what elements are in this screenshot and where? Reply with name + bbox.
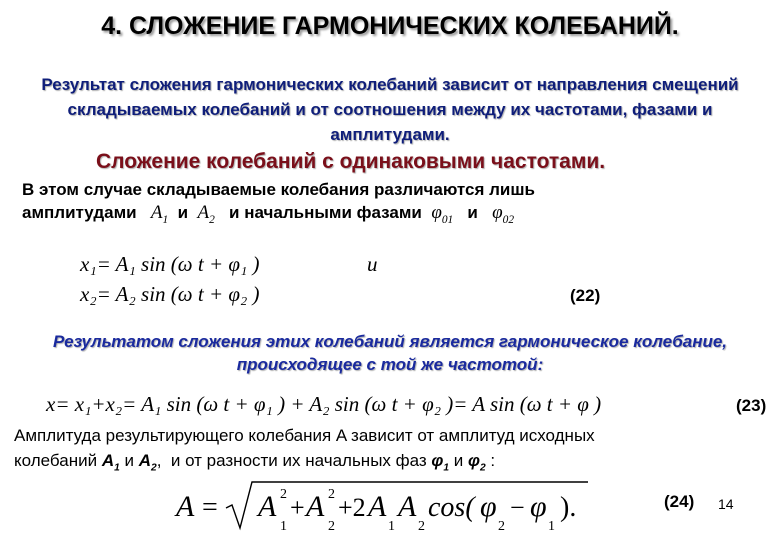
svg-text:).: ).: [560, 492, 577, 523]
svg-text:−: −: [510, 493, 525, 522]
page-number: 14: [718, 496, 734, 512]
case-line-1: В этом случае складываемые колебания различаются лишь: [22, 180, 536, 199]
page-title: 4. СЛОЖЕНИЕ ГАРМОНИЧЕСКИХ КОЛЕБАНИЙ.: [101, 12, 679, 40]
case-line-2: амплитудами $A_1$ и $A_2$ и начальными фазами $\varphi_{01}$ и $\varphi_{02}$: [22, 202, 515, 226]
amplitude-prefix: колебаний: [14, 451, 98, 470]
equation-x1: x₁= A₁ sin (ω t + φ₁ ): [80, 252, 260, 276]
equation-number-22: (22): [570, 286, 601, 305]
svg-text:1: 1: [388, 519, 395, 534]
svg-text:φ: φ: [530, 490, 547, 523]
case-and-2: и: [467, 203, 478, 222]
equation-conjunction: и: [367, 252, 378, 276]
svg-text:2: 2: [418, 519, 425, 534]
svg-text:2: 2: [328, 519, 335, 534]
case-amplitudes-label: амплитудами: [22, 203, 137, 222]
svg-text:A: A: [306, 490, 325, 523]
amplitude-mid: и от разности их начальных фаз: [170, 451, 427, 470]
svg-text:φ: φ: [480, 490, 497, 523]
svg-text:A: A: [398, 490, 417, 523]
svg-text:A: A: [368, 490, 387, 523]
sum-equation: x= x₁+x₂= A₁ sin (ω t + φ₁ ) + A₂ sin (ω t + φ₂ )= A sin (ω t + φ ): [46, 392, 602, 416]
amplitude-and-2: и: [453, 451, 464, 470]
equation-x2: x₂= A₂ sin (ω t + φ₂ ): [80, 282, 260, 306]
amplitude-formula: [168, 478, 608, 538]
equation-number-23: (23): [736, 396, 767, 415]
svg-text:cos(: cos(: [428, 492, 475, 523]
intro-paragraph: Результат сложения гармонических колебаний зависит от направления смещений складываемых колебаний и от соотношения между их частотами, фазами и амплитудами.: [41, 75, 739, 144]
result-statement: Результатом сложения этих колебаний является гармоническое колебание, происходящее с той же частотой:: [52, 332, 728, 374]
case-phases-label: и начальными фазами: [229, 203, 422, 222]
svg-text:+: +: [290, 493, 305, 522]
svg-text:=: =: [202, 492, 218, 523]
section-subheading: Сложение колебаний с одинаковыми частотами.: [96, 150, 606, 173]
svg-text:A: A: [176, 490, 195, 523]
equation-number-24: (24): [664, 492, 695, 511]
svg-text:A: A: [258, 490, 277, 523]
svg-text:2: 2: [498, 519, 505, 534]
svg-text:+2: +2: [338, 493, 366, 522]
svg-text:2: 2: [280, 487, 287, 502]
amplitude-line-2: колебаний $A_1$ и $A_2$, и от разности их начальных фаз $\varphi_1$ и $\varphi_2$ :: [14, 451, 496, 474]
amplitude-line-1: Амплитуда результирующего колебания A зависит от амплитуд исходных: [14, 426, 595, 445]
svg-text:2: 2: [328, 487, 335, 502]
case-and-1: и: [177, 203, 189, 222]
svg-text:1: 1: [548, 519, 555, 534]
amplitude-and-1: и: [124, 451, 134, 470]
svg-text:1: 1: [280, 519, 287, 534]
